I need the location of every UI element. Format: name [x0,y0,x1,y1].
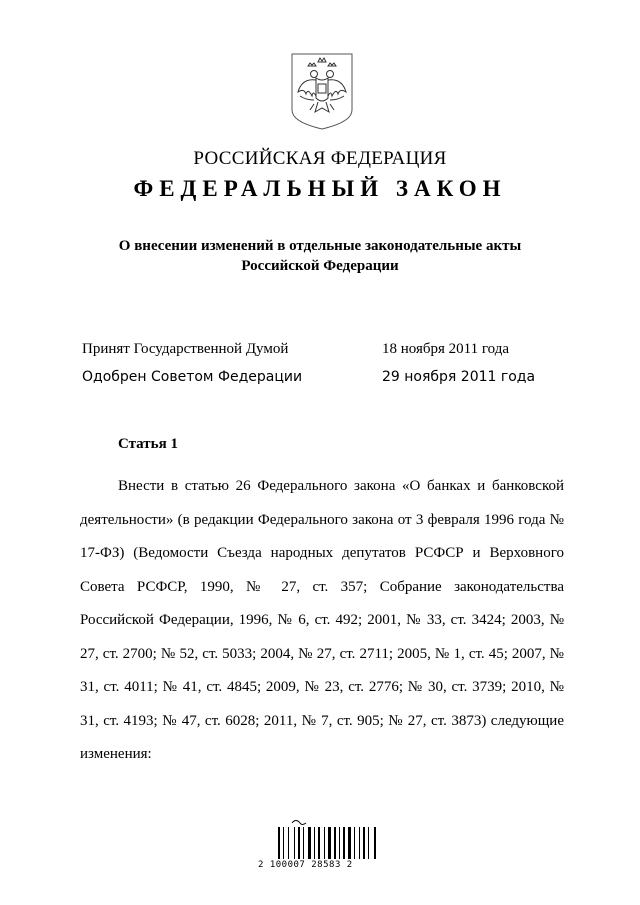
article-heading: Статья 1 [118,436,178,452]
law-title [80,236,560,276]
barcode-number: 2 100007 28583 2 [258,860,353,870]
adoption-label: Принят Государственной Думой [82,341,289,357]
adoption-date: 18 ноября 2011 года [382,341,510,357]
article-body: Внести в статью 26 Федерального закона «О банках и банковской деятельности» (в редакции Федерального закона от 3 февраля 1996 года № 17-ФЗ) (Ведомости Съезда народных депутатов РСФСР и Верховного Совета РСФСР, 1990, № 27, ст. 357; Собрание законодательства Российской Федерации, 1996, № 6, ст. 492; 2001, № 33, ст. 3424; 2003, № 27, ст. 2700; № 52, ст. 5033; 2004, № 27, ст. 2711; 2005, № 1, ст. 45; 2007, № 31, ст. 4011; № 41, ст. 4845; 2009, № 23, ст. 2776; № 30, ст. 3739; 2010, № 31, ст. 4193; № 47, ст. 6028; 2011, № 7, ст. 905; № 27, ст. 3873) следующие изменения: [80,478,564,762]
coat-of-arms-icon [288,52,356,130]
document-type: ФЕДЕРАЛЬНЫЙ ЗАКОН [133,176,507,201]
adoption-label: Одобрен Советом Федерации [82,369,303,385]
country-name: РОССИЙСКАЯ ФЕДЕРАЦИЯ [193,148,447,169]
law-title-line-1: О внесении изменений в отдельные законодательные акты [118,238,522,254]
law-title-line-2: Российской Федерации [241,258,399,274]
adoption-date: 29 ноября 2011 года [382,369,536,385]
